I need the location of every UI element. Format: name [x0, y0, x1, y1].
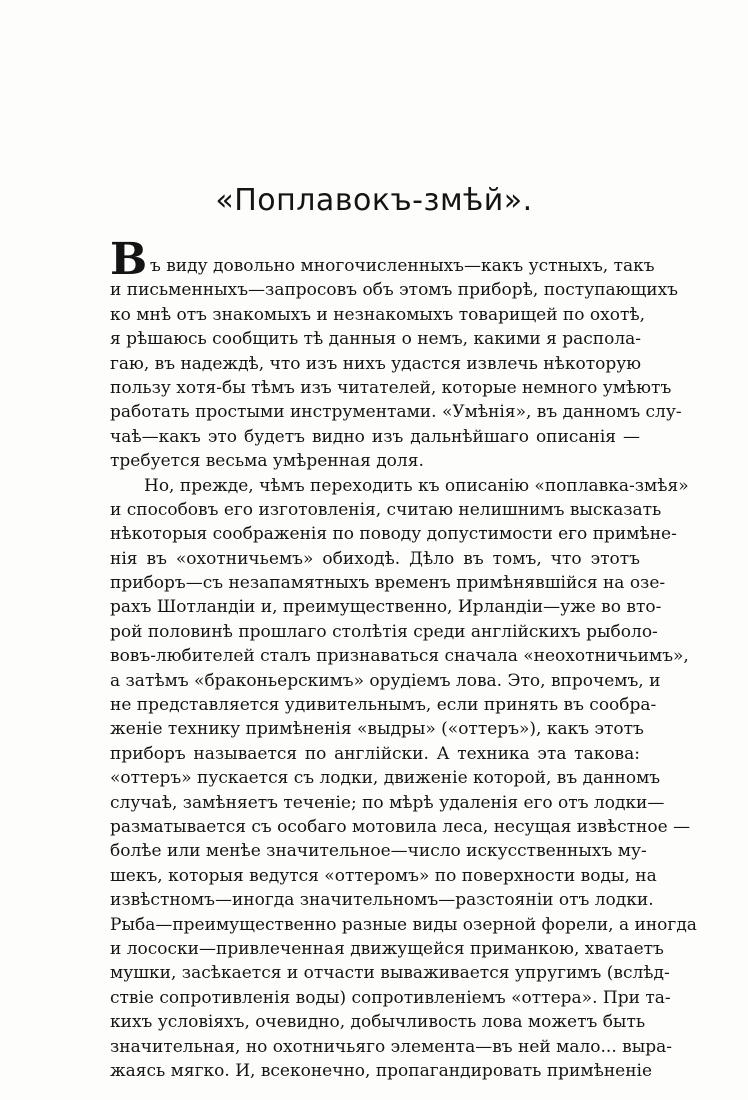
text-line: болѣе или менѣе значительное—число искусственныхъ му-: [110, 841, 647, 862]
article-title: «Поплавокъ-змѣй».: [215, 183, 533, 218]
text-line: «оттеръ» пускается съ лодки, движеніе которой, въ данномъ: [110, 768, 661, 789]
text-line: случаѣ, замѣняетъ теченіе; по мѣрѣ удаленія его отъ лодки—: [110, 792, 665, 813]
text-line: женіе технику примѣненія «выдры» («оттеръ»), какъ этотъ: [110, 719, 644, 740]
text-line: и лососки—привлеченная движущейся приманкою, хватаетъ: [110, 938, 664, 959]
text-line: и письменныхъ—запросовъ объ этомъ приборѣ, поступающихъ: [110, 280, 678, 301]
text-line: работать простыми инструментами. «Умѣнія», въ данномъ слу-: [110, 402, 682, 423]
text-line: нія въ «охотничьемъ» обиходѣ. Дѣло въ томъ, что этотъ: [110, 548, 640, 569]
text-line: требуется весьма умѣренная доля.: [110, 451, 424, 472]
text-line: значительная, но охотничьяго элемента—въ ней мало... выра-: [110, 1036, 673, 1057]
text-line: шекъ, которыя ведутся «оттеромъ» по поверхности воды, на: [110, 865, 657, 886]
text-line: ъ виду довольно многочисленныхъ—какъ устныхъ, такъ: [150, 256, 655, 276]
text-line: извѣстномъ—иногда значительномъ—разстояніи отъ лодки.: [110, 890, 654, 911]
text-line: ко мнѣ отъ знакомыхъ и незнакомыхъ товарищей по охотѣ,: [110, 304, 646, 325]
article-body: [110, 254, 697, 1083]
text-line: гаю, въ надеждѣ, что изъ нихъ удастся извлечь нѣкоторую: [110, 353, 642, 374]
text-line: я рѣшаюсь сообщить тѣ данныя о немъ, какими я распола-: [110, 329, 642, 350]
text-line: чаѣ—какъ это будетъ видно изъ дальнѣйшаго описанія —: [110, 426, 640, 447]
text-line: пользу хотя-бы тѣмъ изъ читателей, которые немного умѣютъ: [110, 377, 672, 398]
text-line: жаясь мягко. И, всеконечно, пропагандировать примѣненіе: [110, 1060, 653, 1081]
text-line: рой половинѣ прошлаго столѣтія среди англійскихъ рыболо-: [110, 621, 658, 642]
text-line: не представляется удивительнымъ, если принять въ сообра-: [110, 695, 657, 716]
text-line: Но, прежде, чѣмъ переходить къ описанію «поплавка-змѣя»: [144, 475, 689, 496]
text-line: рахъ Шотландіи и, преимущественно, Ирландіи—уже во вто-: [110, 597, 662, 618]
text-line: мушки, засѣкается и отчасти вываживается упругимъ (вслѣд-: [110, 963, 670, 984]
text-line: ствіе сопротивленія воды) сопротивленіемъ «оттера». При та-: [110, 987, 671, 1008]
text-line: кихъ условіяхъ, очевидно, добычливость лова можетъ быть: [110, 1012, 646, 1033]
text-line: вовъ-любителей сталъ признаваться сначала «неохотничьимъ»,: [110, 646, 689, 667]
drop-cap: В: [110, 234, 148, 285]
text-line: и способовъ его изготовленія, считаю нелишнимъ высказать: [110, 499, 662, 520]
text-line: Рыба—преимущественно разные виды озерной форели, а иногда: [110, 914, 697, 935]
text-line: приборъ называется по англійски. А техника эта такова:: [110, 743, 640, 764]
text-line: а затѣмъ «браконьерскимъ» орудіемъ лова. Это, впрочемъ, и: [110, 670, 661, 691]
text-line: нѣкоторыя соображенія по поводу допустимости его примѣне-: [110, 524, 677, 545]
text-line: приборъ—съ незапамятныхъ временъ примѣнявшійся на озе-: [110, 573, 666, 594]
text-line: разматывается съ особаго мотовила леса, несущая извѣстное —: [110, 816, 691, 837]
